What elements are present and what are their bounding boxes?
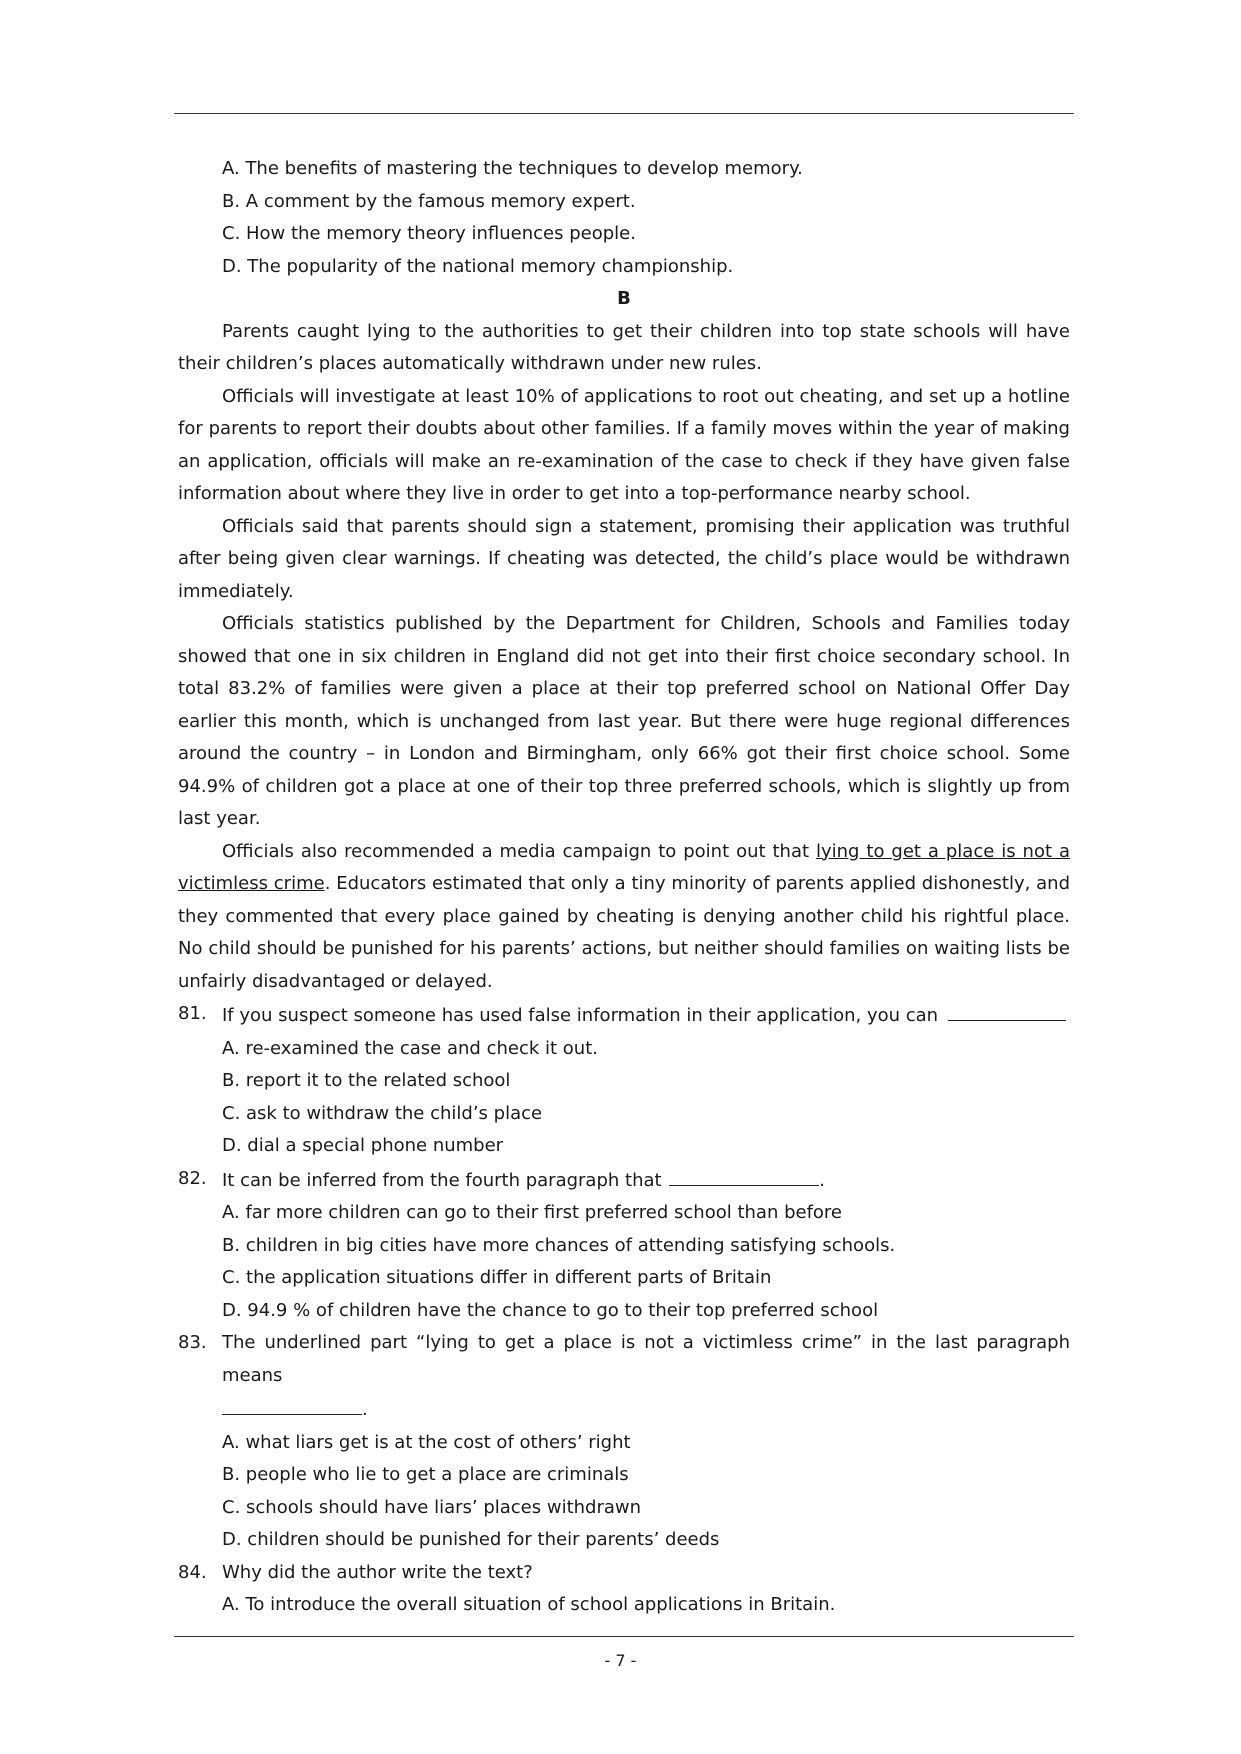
question-number: 81. bbox=[178, 1003, 207, 1024]
option: A. To introduce the overall situation of school applications in Britain. bbox=[222, 1594, 836, 1615]
question-81 bbox=[178, 998, 1070, 1163]
option: D. The popularity of the national memory championship. bbox=[222, 255, 734, 277]
section-label: B bbox=[617, 288, 631, 309]
question-number: 84. bbox=[178, 1561, 207, 1583]
question-stem-end: . bbox=[362, 1399, 368, 1420]
question-stem bbox=[178, 1163, 1070, 1198]
question-text: If you suspect someone has used false information in their application, you can bbox=[222, 1005, 944, 1026]
header-rule bbox=[174, 113, 1074, 114]
option: D. dial a special phone number bbox=[222, 1135, 504, 1156]
question-text: It can be inferred from the fourth paragraph that bbox=[222, 1169, 668, 1191]
option: A. what liars get is at the cost of others’ right bbox=[222, 1431, 631, 1453]
question-82 bbox=[178, 1163, 1070, 1328]
option: C. the application situations differ in different parts of Britain bbox=[222, 1267, 772, 1288]
question-number: 82. bbox=[178, 1167, 207, 1189]
underlined-phrase: lying to get a place is not a victimless crime bbox=[178, 840, 1070, 894]
paragraph-3: Officials said that parents should sign a statement, promising their application was truthful after being given clear warnings. If cheating was detected, the child’s place would be withdrawn immediately. bbox=[178, 515, 1070, 602]
answer-blank bbox=[222, 1392, 362, 1415]
paragraph-5 bbox=[178, 836, 1070, 999]
footer-rule bbox=[174, 1636, 1074, 1637]
option: B. children in big cities have more chances of attending satisfying schools. bbox=[222, 1234, 896, 1256]
option: C. How the memory theory influences people. bbox=[222, 223, 636, 244]
question-stem-end: . bbox=[819, 1169, 826, 1191]
page-number: - 7 - bbox=[604, 1651, 637, 1670]
question-83 bbox=[178, 1327, 1070, 1557]
option: C. ask to withdraw the child’s place bbox=[222, 1102, 543, 1124]
question-text: Why did the author write the text? bbox=[222, 1561, 533, 1583]
paragraph-5-text-before: Officials also recommended a media campaign to point out that bbox=[222, 840, 816, 862]
option: D. 94.9 % of children have the chance to go to their top preferred school bbox=[222, 1299, 879, 1321]
option: B. people who lie to get a place are criminals bbox=[222, 1464, 629, 1485]
option: B. A comment by the famous memory expert. bbox=[222, 190, 636, 212]
question-84 bbox=[178, 1557, 1070, 1622]
paragraph-1: Parents caught lying to the authorities to get their children into top state schools will have their children’s places automatically withdrawn under new rules. bbox=[178, 320, 1070, 374]
question-stem bbox=[178, 1557, 1070, 1590]
question-stem bbox=[178, 1327, 1070, 1392]
option: B. report it to the related school bbox=[222, 1070, 511, 1091]
question-text: The underlined part “lying to get a place is not a victimless crime” in the last paragraph means bbox=[222, 1332, 1070, 1386]
paragraph-4: Officials statistics published by the Department for Children, Schools and Families today showed that one in six children in England did not get into their first choice secondary school. In total 83.2% of families were given a place at their top preferred school on National Offer Day earlier this month, which is unchanged from last year. But there were huge regional differences around the country – in London and Birmingham, only 66% got their first choice school. Some 94.9% of children got a place at one of their top three preferred schools, which is slightly up from last year. bbox=[178, 613, 1070, 829]
option: A. The benefits of mastering the techniques to develop memory. bbox=[222, 158, 803, 179]
answer-blank bbox=[948, 998, 1066, 1021]
paragraph-5-text-after: . Educators estimated that only a tiny minority of parents applied dishonestly, and they commented that every place gained by cheating is denying another child his rightful place. No child should be punished for his parents’ actions, but neither should families on waiting lists be unfairly disadvantaged or delayed. bbox=[178, 873, 1070, 992]
question-number: 83. bbox=[178, 1332, 207, 1353]
option: A. far more children can go to their first preferred school than before bbox=[222, 1202, 842, 1223]
answer-blank bbox=[669, 1163, 819, 1186]
answer-blank-line bbox=[178, 1392, 1070, 1427]
option: A. re-examined the case and check it out. bbox=[222, 1037, 598, 1059]
option: C. schools should have liars’ places withdrawn bbox=[222, 1496, 642, 1518]
option: D. children should be punished for their parents’ deeds bbox=[222, 1529, 720, 1550]
question-stem bbox=[178, 998, 1070, 1033]
paragraph-2: Officials will investigate at least 10% of applications to root out cheating, and set up a hotline for parents to report their doubts about other families. If a family moves within the year of making an application, officials will make an re-examination of the case to check if they have given false information about where they live in order to get into a top-performance nearby school. bbox=[178, 385, 1070, 504]
previous-question-options bbox=[178, 153, 1070, 283]
page-content bbox=[178, 153, 1070, 1622]
